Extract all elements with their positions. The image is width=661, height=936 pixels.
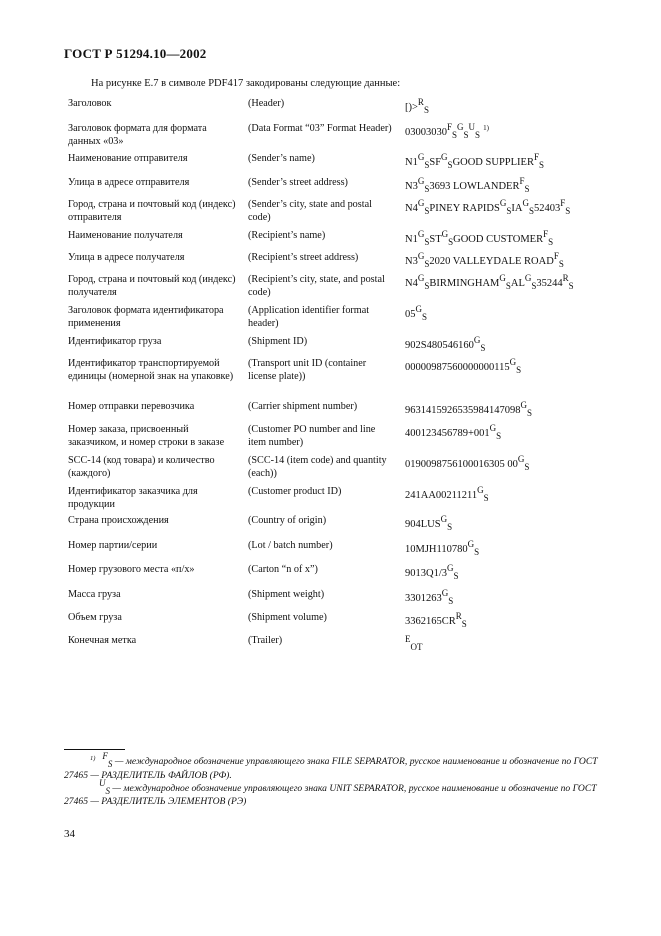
- control-char-part: G: [517, 454, 525, 464]
- footnote-1-text: — международное обозначение управляющего знака FILE SEPARATOR, русское наименование и обозначение по ГОСТ 27465 — РАЗДЕЛИТЕЛЬ ФАЙЛОВ (РФ).: [64, 756, 598, 781]
- row-description-en: (Header): [248, 98, 285, 109]
- control-char-part: S: [423, 105, 429, 115]
- control-char-part: G: [524, 273, 532, 283]
- code-text: GOOD CUSTOMER: [453, 234, 544, 245]
- control-char-part: G: [417, 152, 425, 162]
- control-char-part: G: [467, 539, 475, 549]
- footnote-2: [64, 778, 599, 808]
- row-encoded-data: [405, 588, 635, 606]
- row-encoded-data: [405, 611, 635, 629]
- row-description-ru: Заголовок: [68, 98, 112, 109]
- control-char-part: U: [468, 122, 476, 132]
- row-description-ru: Объем груза: [68, 612, 122, 623]
- control-char-part: R: [417, 97, 424, 107]
- row-description-en: (Sender’s city, state and postal code): [248, 199, 372, 223]
- code-text: N4: [405, 203, 418, 214]
- control-char-part: S: [496, 431, 502, 441]
- code-text: 963141592653598414709: [405, 405, 516, 416]
- control-char-part: S: [448, 237, 454, 247]
- code-text: 3693 LOWLANDER: [429, 181, 520, 192]
- row-encoded-data: [405, 514, 635, 532]
- control-char-part: O: [410, 642, 417, 652]
- code-text: 2020 VALLEYDALE ROAD: [429, 256, 554, 267]
- row-description-ru: Номер грузового места «п/х»: [68, 564, 195, 575]
- control-char-part: S: [448, 596, 454, 606]
- row-description-ru: Номер партии/серии: [68, 540, 158, 551]
- control-char-part: S: [531, 281, 537, 291]
- row-description-en: (Transport unit ID (container license plate)): [248, 358, 367, 382]
- footnote-1: [64, 751, 599, 782]
- control-char-part: S: [558, 259, 564, 269]
- code-text: AL: [510, 278, 525, 289]
- row-description-ru: Город, страна и почтовый код (индекс) отправителя: [68, 199, 236, 223]
- row-encoded-data: [405, 454, 635, 472]
- control-char-part: S: [483, 493, 489, 503]
- row-description-ru: SCC-14 (код товара) и количество (каждого): [68, 455, 215, 479]
- row-encoded-data: [405, 251, 635, 269]
- row-description-ru: Идентификатор транспортируемой единицы (номерной знак на упаковке): [68, 358, 234, 382]
- page-number: 34: [64, 828, 75, 840]
- control-char-part: G: [417, 176, 425, 186]
- control-char-part: E: [405, 634, 411, 644]
- code-text: ST: [429, 234, 442, 245]
- row-description-en: (Carton “n of x”): [248, 564, 318, 575]
- control-char-part: S: [516, 365, 522, 375]
- row-description-en: (Customer PO number and line item number): [248, 424, 376, 448]
- code-text: N4: [405, 278, 418, 289]
- control-char-part: G: [417, 198, 425, 208]
- row-description-ru: Масса груза: [68, 589, 121, 600]
- row-encoded-data: [405, 122, 635, 140]
- code-text: BIRMINGHAM: [429, 278, 500, 289]
- row-encoded-data: [405, 400, 635, 418]
- control-char-part: S: [424, 237, 430, 247]
- control-char-part: S: [461, 619, 467, 629]
- control-char-part: S: [474, 547, 480, 557]
- footnote-2-text: — международное обозначение управляющего знака UNIT SEPARATOR, русское наименование и обозначение по ГОСТ 27465 — РАЗДЕЛИТЕЛЬ ЭЛЕМЕНТОВ (РЭ): [64, 783, 597, 807]
- control-char-part: S: [565, 206, 571, 216]
- control-char-part: G: [477, 485, 484, 495]
- row-description-en: (SCC-14 (item code) and quantity (each)): [248, 455, 387, 479]
- row-encoded-data: [405, 634, 635, 652]
- control-char-part: G: [417, 273, 425, 283]
- code-text: 3362165CR: [405, 616, 456, 627]
- row-description-ru: Идентификатор груза: [68, 336, 162, 347]
- row-encoded-data: [405, 152, 635, 170]
- row-description-ru: Наименование отправителя: [68, 153, 188, 164]
- row-encoded-data: [405, 273, 635, 291]
- control-char-part: S: [527, 408, 533, 418]
- code-text: [)>: [405, 102, 418, 113]
- control-char-part: S: [422, 312, 428, 322]
- code-text: 05: [405, 309, 416, 320]
- row-description-ru: Номер заказа, присвоенный заказчиком, и номер строки в заказе: [68, 424, 225, 448]
- control-char-part: G: [499, 273, 506, 283]
- row-encoded-data: [405, 198, 635, 216]
- row-encoded-data: [405, 97, 635, 115]
- control-char-part: S: [424, 160, 430, 170]
- control-char-part: F: [553, 251, 559, 261]
- control-char-part: G: [417, 251, 425, 261]
- intro-text: На рисунке Е.7 в символе PDF417 закодированы следующие данные:: [91, 78, 401, 89]
- code-text: 400123456789+001: [405, 428, 490, 439]
- code-text: 10MJH110780: [405, 544, 468, 555]
- code-text: IA: [511, 203, 523, 214]
- control-char-part: T: [417, 642, 423, 652]
- control-char-part: F: [519, 176, 525, 186]
- control-char-part: S: [524, 462, 530, 472]
- control-char-part: S: [424, 184, 430, 194]
- row-description-en: (Recipient’s name): [248, 230, 326, 241]
- row-description-en: (Data Format “03” Format Header): [248, 123, 392, 134]
- code-text: N1: [405, 234, 418, 245]
- code-text: 0190098756100016305 00: [405, 459, 518, 470]
- row-description-en: (Sender’s name): [248, 153, 315, 164]
- row-encoded-data: [405, 335, 635, 353]
- control-char-part: F: [543, 229, 549, 239]
- control-char-part: G: [499, 198, 507, 208]
- row-description-ru: Улица в адресе отправителя: [68, 177, 190, 188]
- code-text: N3: [405, 181, 418, 192]
- control-char-part: F: [560, 198, 566, 208]
- footnote-1-mark: 1): [90, 755, 96, 762]
- control-char-part: G: [509, 357, 517, 367]
- row-description-ru: Конечная метка: [68, 635, 137, 646]
- control-char-part: S: [463, 130, 469, 140]
- control-char-part: S: [528, 206, 534, 216]
- control-char-part: S: [480, 343, 486, 353]
- control-char-part: S: [447, 522, 453, 532]
- row-encoded-data: [405, 423, 635, 441]
- code-text: 241AA00211211: [405, 490, 478, 501]
- control-char-part: G: [415, 304, 422, 314]
- row-description-ru: Наименование получателя: [68, 230, 183, 241]
- code-text: N1: [405, 157, 418, 168]
- control-char-part: S: [538, 160, 544, 170]
- control-char-part: G: [457, 122, 464, 132]
- row-description-en: (Recipient’s city, state, and postal code): [248, 274, 385, 298]
- row-encoded-data: [405, 357, 635, 375]
- control-char-part: G: [441, 152, 448, 162]
- row-description-en: (Carrier shipment number): [248, 401, 358, 412]
- control-char-part: S: [447, 160, 453, 170]
- control-char-part: G: [440, 514, 448, 524]
- code-text: GOOD SUPPLIER: [452, 157, 534, 168]
- control-char-part: G: [417, 229, 425, 239]
- control-char-part: S: [506, 206, 512, 216]
- control-char-part: S: [475, 130, 481, 140]
- row-description-en: (Shipment ID): [248, 336, 308, 347]
- code-text: 03003030: [405, 127, 447, 138]
- code-text: 904LUS: [405, 519, 441, 530]
- row-description-en: (Shipment weight): [248, 589, 325, 600]
- row-description-en: (Sender’s street address): [248, 177, 348, 188]
- code-text: 8: [515, 405, 521, 416]
- code-text: SF: [429, 157, 442, 168]
- control-char-part: G: [520, 400, 527, 410]
- control-char-part: R: [455, 611, 462, 621]
- row-description-en: (Customer product ID): [248, 486, 342, 497]
- code-text: 00000987560000000115: [405, 362, 510, 373]
- control-char-part: S: [505, 281, 511, 291]
- row-description-en: (Lot / batch number): [248, 540, 333, 551]
- control-char-part: F: [533, 152, 539, 162]
- control-char-part: G: [522, 198, 529, 208]
- control-char-part: S: [453, 571, 459, 581]
- row-description-ru: Идентификатор заказчика для продукции: [68, 486, 198, 510]
- row-encoded-data: [405, 229, 635, 247]
- control-char-part: S: [424, 206, 430, 216]
- control-char-part: S: [568, 281, 574, 291]
- row-encoded-data: [405, 485, 635, 503]
- control-char-part: G: [441, 229, 449, 239]
- control-char-part: R: [562, 273, 569, 283]
- control-char-part: S: [424, 259, 430, 269]
- control-char-part: G: [473, 335, 481, 345]
- code-text: 902S480546160: [405, 340, 474, 351]
- row-description-en: (Shipment volume): [248, 612, 327, 623]
- page-header: ГОСТ Р 51294.10—2002: [64, 46, 207, 61]
- control-char-part: S: [452, 130, 458, 140]
- row-description-ru: Город, страна и почтовый код (индекс) получателя: [68, 274, 236, 298]
- row-encoded-data: [405, 176, 635, 194]
- footnote-1-symbol: FS: [102, 751, 113, 769]
- code-text: 9013Q1/3: [405, 568, 447, 579]
- row-encoded-data: [405, 539, 635, 557]
- code-text: 3301263: [405, 593, 442, 604]
- row-description-ru: Номер отправки перевозчика: [68, 401, 195, 412]
- code-text: 35244: [536, 278, 563, 289]
- control-char-part: G: [447, 563, 454, 573]
- control-char-part: S: [548, 237, 554, 247]
- row-description-ru: Страна происхождения: [68, 515, 169, 526]
- row-description-en: (Application identifier format header): [248, 305, 370, 329]
- control-char-part: G: [441, 588, 449, 598]
- code-text: 52403: [533, 203, 561, 214]
- footnote-reference: 1): [483, 124, 489, 132]
- row-description-en: (Country of origin): [248, 515, 327, 526]
- control-char-part: G: [489, 423, 497, 433]
- row-description-en: (Trailer): [248, 635, 283, 646]
- footnote-2-symbol: US: [99, 778, 110, 796]
- row-description-ru: Заголовок формата для формата данных «03»: [68, 123, 207, 147]
- code-text: N3: [405, 256, 418, 267]
- control-char-part: S: [524, 184, 530, 194]
- control-char-part: S: [424, 281, 430, 291]
- row-description-ru: Заголовок формата идентификатора применения: [68, 305, 224, 329]
- row-description-ru: Улица в адресе получателя: [68, 252, 185, 263]
- row-encoded-data: [405, 304, 635, 322]
- row-description-en: (Recipient’s street address): [248, 252, 359, 263]
- row-encoded-data: [405, 563, 635, 581]
- code-text: PINEY RAPIDS: [429, 203, 500, 214]
- control-char-part: F: [447, 122, 453, 132]
- footnote-rule: [64, 749, 125, 750]
